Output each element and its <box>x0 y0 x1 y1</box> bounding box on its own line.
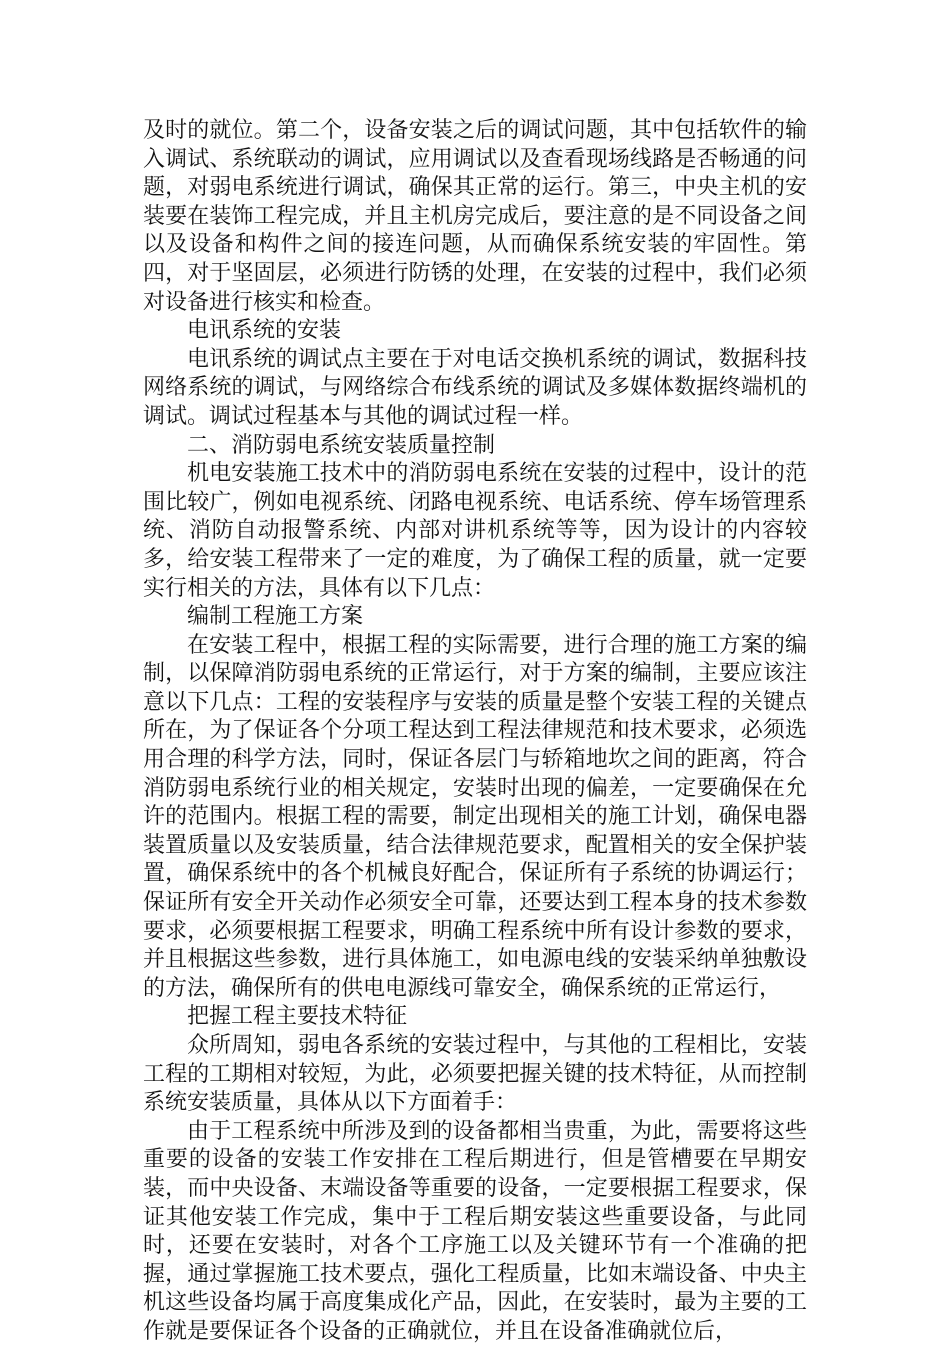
document-body <box>143 117 807 1347</box>
paragraph-installation-steps: 及时的就位。第二个，设备安装之后的调试问题，其中包括软件的输入调试、系统联动的调试，应用调试以及查看现场线路是否畅通的问题，对弱电系统进行调试，确保其正常的运行。第三，中央主机的安装要在装饰工程完成，并且主机房完成后，要注意的是不同设备之间以及设备和构件之间的接连问题，从而确保系统安装的牢固性。第四，对于坚固层，必须进行防锈的处理，在安装的过程中，我们必须对设备进行核实和检查。 <box>143 118 807 315</box>
paragraph-technical-features-intro: 众所周知，弱电各系统的安装过程中，与其他的工程相比，安装工程的工期相对较短，为此，必须要把握关键的技术特征，从而控制系统安装质量，具体从以下方面着手： <box>143 1033 807 1116</box>
heading-construction-plan: 编制工程施工方案 <box>187 604 364 630</box>
paragraph-telecom-debugging: 电讯系统的调试点主要在于对电话交换机系统的调试，数据科技网络系统的调试，与网络综合布线系统的调试及多媒体数据终端机的调试。调试过程基本与其他的调试过程一样。 <box>143 346 807 429</box>
heading-technical-features: 把握工程主要技术特征 <box>187 1004 408 1030</box>
paragraph-equipment-installation: 由于工程系统中所涉及到的设备都相当贵重，为此，需要将这些重要的设备的安装工作安排在工程后期进行，但是管槽要在早期安装，而中央设备、末端设备等重要的设备，一定要根据工程要求，保证其他安装工作完成，集中于工程后期安装这些重要设备，与此同时，还要在安装时，对各个工序施工以及关键环节有一个准确的把握，通过掌握施工技术要点，强化工程质量，比如末端设备、中央主机这些设备均属于高度集成化产品，因此，在安装时，最为主要的工作就是要保证各个设备的正确就位，并且在设备准确就位后， <box>143 1118 807 1344</box>
paragraph-construction-plan: 在安装工程中，根据工程的实际需要，进行合理的施工方案的编制，以保障消防弱电系统的正常运行，对于方案的编制，主要应该注意以下几点：工程的安装程序与安装的质量是整个安装工程的关键点所在，为了保证各个分项工程达到工程法律规范和技术要求，必须选用合理的科学方法，同时，保证各层门与轿箱地坎之间的距离，符合消防弱电系统行业的相关规定，安装时出现的偏差，一定要确保在允许的范围内。根据工程的需要，制定出现相关的施工计划，确保电器装置质量以及安装质量，结合法律规范要求，配置相关的安全保护装置，确保系统中的各个机械良好配合，保证所有子系统的协调运行；保证所有安全开关动作必须安全可靠，还要达到工程本身的技术参数要求，必须要根据工程要求，明确工程系统中所有设计参数的要求，并且根据这些参数，进行具体施工，如电源电线的安装采纳单独敷设的方法，确保所有的供电电源线可靠安全，确保系统的正常运行， <box>143 632 807 1001</box>
heading-telecom-installation: 电讯系统的安装 <box>187 318 342 344</box>
paragraph-fire-weak-current-scope: 机电安装施工技术中的消防弱电系统在安装的过程中，设计的范围比较广，例如电视系统、闭路电视系统、电话系统、停车场管理系统、消防自动报警系统、内部对讲机系统等等，因为设计的内容较多，给安装工程带来了一定的难度，为了确保工程的质量，就一定要实行相关的方法，具体有以下几点： <box>143 461 807 601</box>
heading-quality-control: 二、消防弱电系统安装质量控制 <box>187 432 496 458</box>
